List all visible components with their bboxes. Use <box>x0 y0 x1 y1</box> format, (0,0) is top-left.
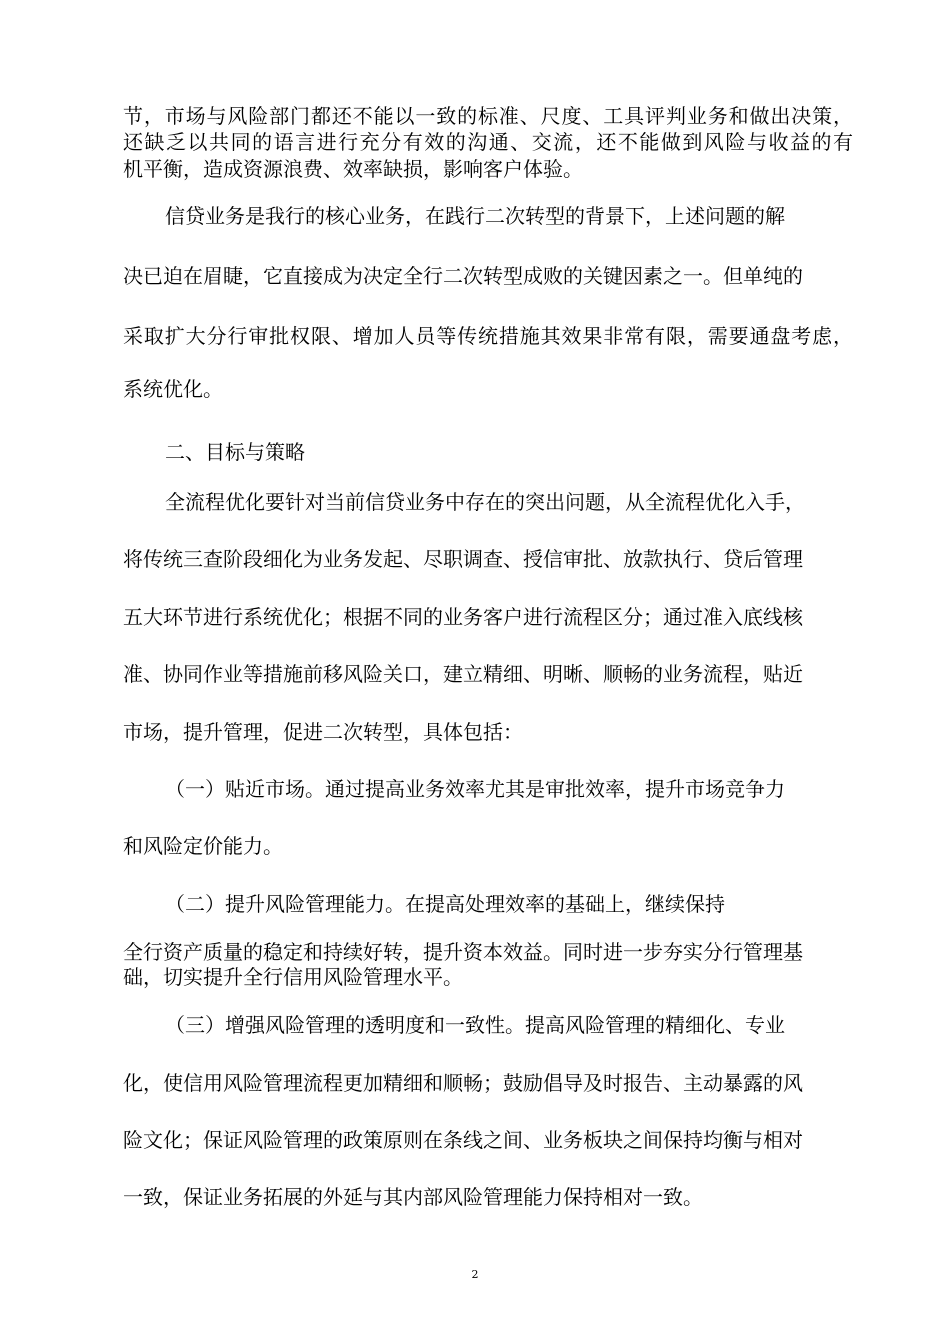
text-line: 信贷业务是我行的核心业务，在践行二次转型的背景下，上述问题的解 <box>165 204 785 228</box>
text-line: 一致，保证业务拓展的外延与其内部风险管理能力保持相对一致。 <box>123 1185 703 1209</box>
text-line: 险文化；保证风险管理的政策原则在条线之间、业务板块之间保持均衡与相对 <box>123 1128 803 1152</box>
text-line: 将传统三查阶段细化为业务发起、尽职调查、授信审批、放款执行、贷后管理 <box>123 547 803 571</box>
text-line: 准、协同作业等措施前移风险关口，建立精细、明晰、顺畅的业务流程，贴近 <box>123 662 803 686</box>
text-line: 系统优化。 <box>123 377 223 401</box>
text-line: 全流程优化要针对当前信贷业务中存在的突出问题，从全流程优化入手， <box>165 490 805 514</box>
text-line: 和风险定价能力。 <box>123 834 283 858</box>
text-line: 机平衡，造成资源浪费、效率缺损，影响客户体验。 <box>123 157 583 181</box>
list-item: （一）贴近市场。通过提高业务效率尤其是审批效率，提升市场竞争力 <box>165 777 785 801</box>
section-heading: 二、目标与策略 <box>165 440 305 464</box>
text-line: 五大环节进行系统优化；根据不同的业务客户进行流程区分；通过准入底线核 <box>123 605 803 629</box>
list-item: （三）增强风险管理的透明度和一致性。提高风险管理的精细化、专业 <box>165 1013 785 1037</box>
list-item: （二）提升风险管理能力。在提高处理效率的基础上，继续保持 <box>165 892 725 916</box>
text-line: 全行资产质量的稳定和持续好转，提升资本效益。同时进一步夯实分行管理基 <box>123 940 803 964</box>
text-line: 还缺乏以共同的语言进行充分有效的沟通、交流，还不能做到风险与收益的有 <box>123 130 853 154</box>
text-line: 决已迫在眉睫，它直接成为决定全行二次转型成败的关键因素之一。但单纯的 <box>123 264 803 288</box>
text-line: 市场，提升管理，促进二次转型，具体包括： <box>123 720 523 744</box>
page-number: 2 <box>471 1268 479 1281</box>
text-line: 节，市场与风险部门都还不能以一致的标准、尺度、工具评判业务和做出决策， <box>123 104 853 128</box>
text-line: 础，切实提升全行信用风险管理水平。 <box>123 965 463 989</box>
text-line: 采取扩大分行审批权限、增加人员等传统措施其效果非常有限，需要通盘考虑， <box>123 324 853 348</box>
text-line: 化，使信用风险管理流程更加精细和顺畅；鼓励倡导及时报告、主动暴露的风 <box>123 1071 803 1095</box>
